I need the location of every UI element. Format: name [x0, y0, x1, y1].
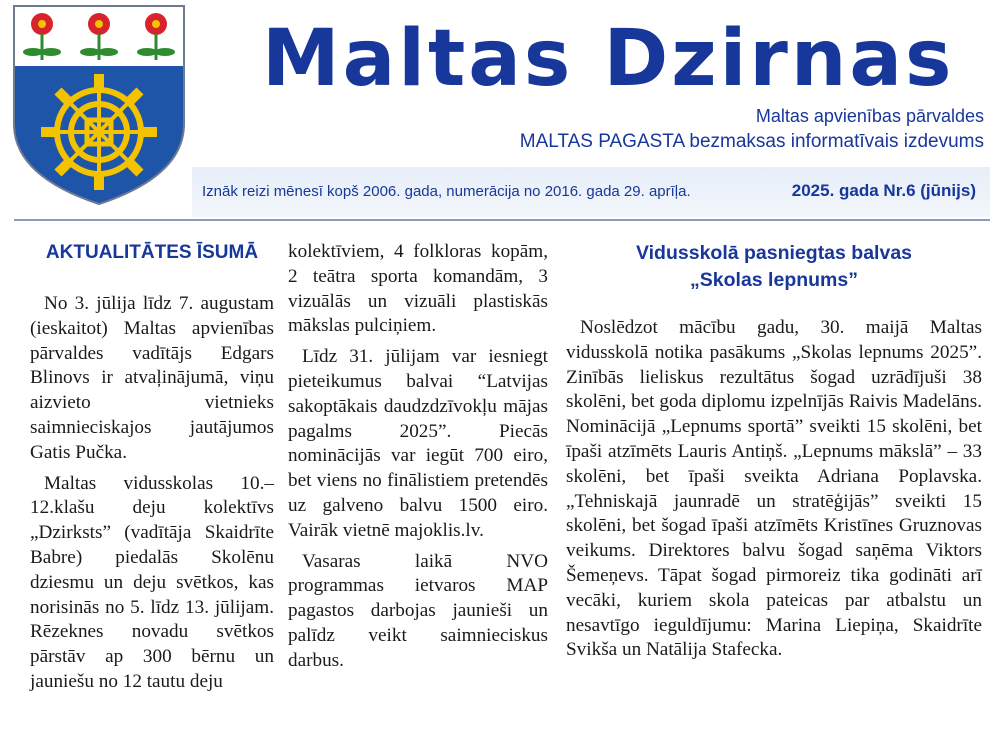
- masthead-title: Maltas Dzirnas: [262, 14, 955, 104]
- issue-number: 2025. gada Nr.6 (jūnijs): [791, 181, 976, 200]
- news-paragraph: Vasaras laikā NVO programmas ietvaros MAP pagastos darbojas jaunieši un palīdz veikt saimnieciskus darbus.: [288, 550, 548, 671]
- school-heading-line-2: „Skolas lepnums”: [690, 269, 858, 291]
- news-heading: AKTUALITĀTES ĪSUMĀ: [45, 242, 259, 263]
- news-paragraph-continued: kolektīviem, 4 folkloras kopām, 2 teātra sporta komandām, 3 vizuālās un vizuāli plastiskās mākslas pulciņiem.: [288, 241, 548, 337]
- news-column-1: [30, 240, 274, 701]
- masthead-subtitle-2: MALTAS PAGASTA bezmaksas informatīvais izdevums: [519, 131, 984, 152]
- school-article: [566, 240, 982, 669]
- publication-info: Iznāk reizi mēnesī kopš 2006. gada, numerācija no 2016. gada 29. aprīļa.: [202, 183, 691, 200]
- school-heading-line-1: Vidusskolā pasniegtas balvas: [635, 242, 913, 264]
- news-paragraph: Līdz 31. jūlijam var iesniegt pieteikumus balvai “Latvijas sakoptākais daudzdzīvokļu mājas pagalms 2025”. Piecās nominācijās var iegūt 700 eiro, bet viens no finālistiem pretendēs uz galveno balvu 1500 eiro. Vairāk vietnē majoklis.lv.: [288, 346, 548, 541]
- school-heading: [566, 240, 982, 294]
- info-bar: [192, 167, 990, 217]
- news-paragraph: No 3. jūlija līdz 7. augustam (ieskaitot) Maltas apvienības pārvaldes vadītājs Edgars Blinovs ir atvaļinājumā, viņu aizvieto vietnieks saimnieciskajos jautājumos Gatis Pučka.: [30, 293, 274, 463]
- news-column-2: [288, 240, 548, 680]
- masthead-subtitle-1: Maltas apvienības pārvaldes: [755, 106, 984, 126]
- coat-of-arms-icon: [12, 4, 186, 206]
- header-divider: [14, 219, 990, 221]
- news-paragraph: Maltas vidusskolas 10.–12.klašu deju kolektīvs „Dzirksts” (vadītāja Skaidrīte Babre) piedalās Skolēnu dziesmu un deju svētkos, kas norisinās no 5. līdz 13. jūlijam. Rēzeknes novadu svētkos pārstāv ap 300 bērnu un jauniešu no 12 tautu deju: [30, 472, 274, 692]
- school-paragraph: Noslēdzot mācību gadu, 30. maijā Maltas vidusskolā notika pasākums „Skolas lepnums 2025”. Zinībās lieliskus rezultātus šogad uzrādījuši 38 skolēni, bet goda diplomu izpelnījās Raivis Madelāns. Nominācijā „Lepnums sportā” sveikti 15 skolēni, bet īpaši atzīmēts Lauris Antiņš. „Lepnums mākslā” – 33 skolēni, bet īpaši sveikta Adriana Poplavska. „Tehniskajā jaunradē un stratēģijās” sveikti 15 skolēni, bet šogad īpaši atzīmēts Kristīnes Gruznovas veikums. Direktores balvu šogad saņēma Viktors Šemeņevs. Tāpat šogad pirmoreiz tika godināti arī vecāki, kuriem skola pateicas par atbalstu un nesavtīgo ieguldījumu: Marina Liepiņa, Skaidrīte Svikša un Natālija Stafecka.: [566, 317, 982, 661]
